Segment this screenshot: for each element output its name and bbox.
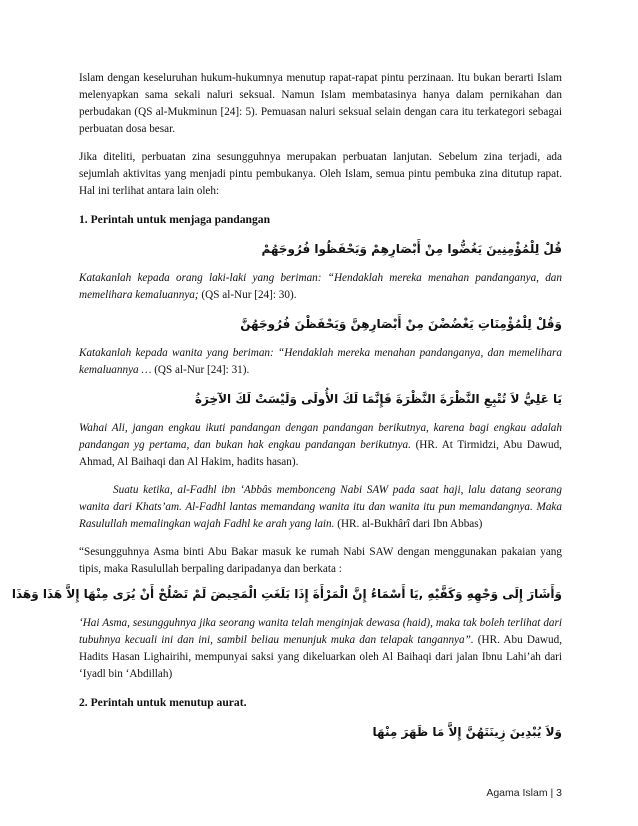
paragraph-intro: Islam dengan keseluruhan hukum-hukumnya menutup rapat-rapat pintu perzinaan. Itu bukan berarti Islam melenyapkan sama sekali naluri seksual. Namun Islam membatasinya hanya dalam pernikahan dan perbudakan (QS al-Mukminun [24]: 5). Pemuasan naluri seksual selain dengan cara itu terkategori sebagai perbuatan dosa besar.	[79, 72, 562, 135]
arabic-hadith-asma: وَأَشَارَ إِلَى وَجْهِهِ وَكَفَّيْهِ ,يَا أَسْمَاءُ إِنَّ الْمَرْأَةَ إِذَا بَلَغَتِ الْمَحِيضَ لَمْ تَصْلُحْ أَنْ يُرَى مِنْهَا إِلاَّ هَذَا وَهَذَا	[11, 587, 562, 601]
translation-verse-31	[79, 345, 562, 379]
translation-text: ‘Hai Asma, sesungguhnya jika seorang wanita telah menginjak dewasa (haid), maka tak boleh terlihat dari tubuhnya kecuali ini dan ini, sambil beliau menunjuk muka dan telapak tangannya”.	[79, 617, 562, 646]
reference: (HR. Abu Dawud, Hadits Hasan Lighairihi, mempunyai saksi yang dikeluarkan oleh Al Baihaqi dari jalan Ibnu Lahi’ah dari ‘Iyadl bin ‘Abdillah)	[79, 634, 562, 680]
arabic-verse-30: قُلْ لِلْمُؤْمِنِينَ يَغُضُّوا مِنْ أَبْصَارِهِمْ وَيَحْفَظُوا فُرُوجَهُمْ	[261, 242, 562, 256]
translation-hadith-ali	[79, 420, 562, 471]
arabic-verse-zinah: وَلاَ يُبْدِينَ زِينَتَهُنَّ إِلاَّ مَا ظَهَرَ مِنْهَا	[372, 725, 562, 739]
translation-text: Katakanlah kepada orang laki-laki yang beriman: “Hendaklah mereka menahan pandanganya, dan memelihara kemaluannya;	[79, 272, 562, 301]
reference: (QS al-Nur [24]: 30).	[198, 289, 297, 301]
translation-verse-30	[79, 270, 562, 304]
reference: (QS al-Nur [24]: 31).	[151, 364, 250, 376]
arabic-hadith-ali: يَا عَلِيُّ لاَ تُتْبِعِ النَّظْرَةَ النَّظْرَةَ فَإِنَّمَا لَكَ الأُولَى وَلَيْسَتْ لَكَ الآخِرَةُ	[194, 392, 562, 406]
reference: (HR. At Tirmidzi, Abu Dawud, Ahmad, Al Baihaqi dan Al Hakim, hadits hasan).	[79, 439, 562, 468]
paragraph-asma: “Sesungguhnya Asma binti Abu Bakar masuk ke rumah Nabi SAW dengan menggunakan pakaian yang tipis, maka Rasulullah berpaling daripadanya dan berkata :	[79, 546, 562, 575]
story-text: Suatu ketika, al-Fadhl ibn ‘Abbâs membonceng Nabi SAW pada saat haji, lalu datang seorang wanita dari Khats’am. Al-Fadhl lantas memandang wanita itu dan wanita itu pun memandangnya. Maka Rasulullah memalingkan wajah Fadhl ke arah yang lain.	[79, 484, 562, 530]
heading-menutup-aurat: 2. Perintah untuk menutup aurat.	[79, 696, 247, 709]
translation-hadith-asma	[79, 615, 562, 683]
paragraph-zina: Jika diteliti, perbuatan zina sesungguhnya merupakan perbuatan lanjutan. Sebelum zina terjadi, ada sejumlah aktivitas yang menjadi pintu pembukanya. Oleh Islam, semua pintu pembuka zina ditutup rapat. Hal ini terlihat antara lain oleh:	[79, 151, 562, 197]
heading-menjaga-pandangan: 1. Perintah untuk menjaga pandangan	[79, 213, 271, 226]
reference: (HR. al-Bukhârî dari Ibn Abbas)	[334, 518, 483, 530]
arabic-verse-31: وَقُلْ لِلْمُؤْمِنَاتِ يَغْضُضْنَ مِنْ أَبْصَارِهِنَّ وَيَحْفَظْنَ فُرُوجَهُنَّ	[240, 317, 562, 331]
translation-text: Katakanlah kepada wanita yang beriman: “Hendaklah mereka menahan pandanganya, dan memelihara kemaluannya …	[79, 347, 562, 376]
translation-text: Wahai Ali, jangan engkau ikuti pandangan dengan pandangan berikutnya, karena bagi engkau adalah pandangan yg pertama, dan bukan hak engkau pandangan berikutnya.	[79, 422, 562, 451]
paragraph-al-fadhl	[79, 482, 562, 533]
page-footer: Agama Islam | 3	[486, 787, 562, 799]
